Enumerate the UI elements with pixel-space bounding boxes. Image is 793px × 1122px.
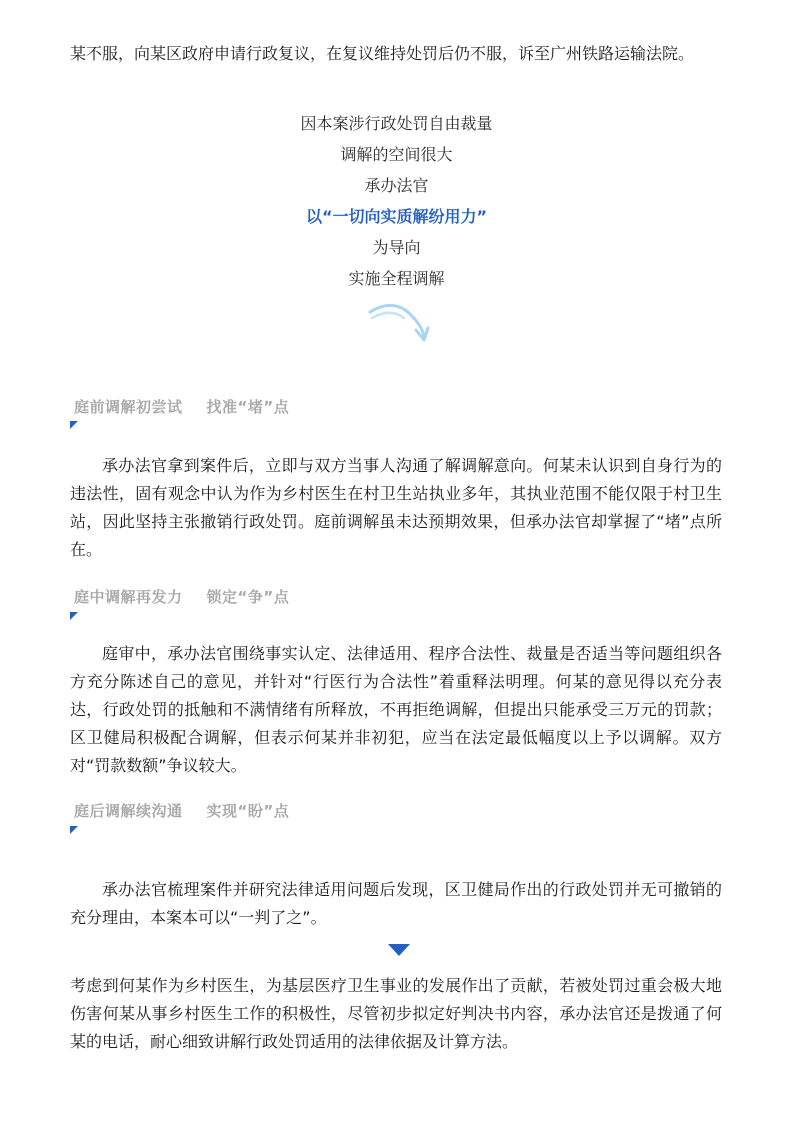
section-body: 承办法官梳理案件并研究法律适用问题后发现，区卫健局作出的行政处罚并无可撤销的充分理由，本案本可以“一判了之”。	[70, 880, 722, 927]
centered-line: 承办法官	[364, 176, 429, 195]
centered-line: 因本案涉行政处罚自由裁量	[300, 114, 493, 133]
section-heading	[74, 586, 289, 607]
centered-line: 为导向	[372, 238, 421, 257]
corner-marker-icon	[70, 612, 78, 620]
section-subtitle: 实现“盼”点	[206, 802, 290, 820]
intro-paragraph: 某不服，向某区政府申请行政复议，在复议维持处罚后仍不服，诉至广州铁路运输法院。	[70, 44, 695, 63]
centered-line: 实施全程调解	[348, 269, 445, 288]
centered-line: 调解的空间很大	[340, 145, 453, 164]
curved-arrow-icon	[366, 300, 432, 344]
section-body: 承办法官拿到案件后，立即与双方当事人沟通了解调解意向。何某未认识到自身行为的违法性，固有观念中认为作为乡村医生在村卫生站执业多年，其执业范围不能仅限于村卫生站，因此坚持主张撤销行政处罚。庭前调解虽未达预期效果，但承办法官却掌握了“堵”点所在。	[70, 456, 722, 559]
closing-paragraph: 考虑到何某作为乡村医生，为基层医疗卫生事业的发展作出了贡献，若被处罚过重会极大地伤害何某从事乡村医生工作的积极性，尽管初步拟定好判决书内容，承办法官还是拨通了何某的电话，耐心细致讲解行政处罚适用的法律依据及计算方法。	[70, 976, 722, 1051]
section-title: 庭中调解再发力	[74, 588, 183, 606]
highlighted-line: 以“一切向实质解纷用力”	[305, 207, 488, 226]
section-subtitle: 锁定“争”点	[206, 588, 290, 606]
section-title: 庭后调解续沟通	[74, 802, 183, 820]
down-triangle-icon	[388, 944, 410, 956]
section-title: 庭前调解初尝试	[74, 398, 183, 416]
section-subtitle: 找准“堵”点	[206, 398, 290, 416]
corner-marker-icon	[70, 826, 78, 834]
section-body: 庭审中，承办法官围绕事实认定、法律适用、程序合法性、裁量是否适当等问题组织各方充分陈述自己的意见，并针对“行医行为合法性”着重释法明理。何某的意见得以充分表达，行政处罚的抵触和不满情绪有所释放，不再拒绝调解，但提出只能承受三万元的罚款；区卫健局积极配合调解，但表示何某并非初犯，应当在法定最低幅度以上予以调解。双方对“罚款数额”争议较大。	[70, 644, 722, 775]
corner-marker-icon	[70, 421, 78, 429]
centered-statement	[0, 108, 793, 294]
section-heading	[74, 396, 289, 417]
section-heading	[74, 800, 289, 821]
